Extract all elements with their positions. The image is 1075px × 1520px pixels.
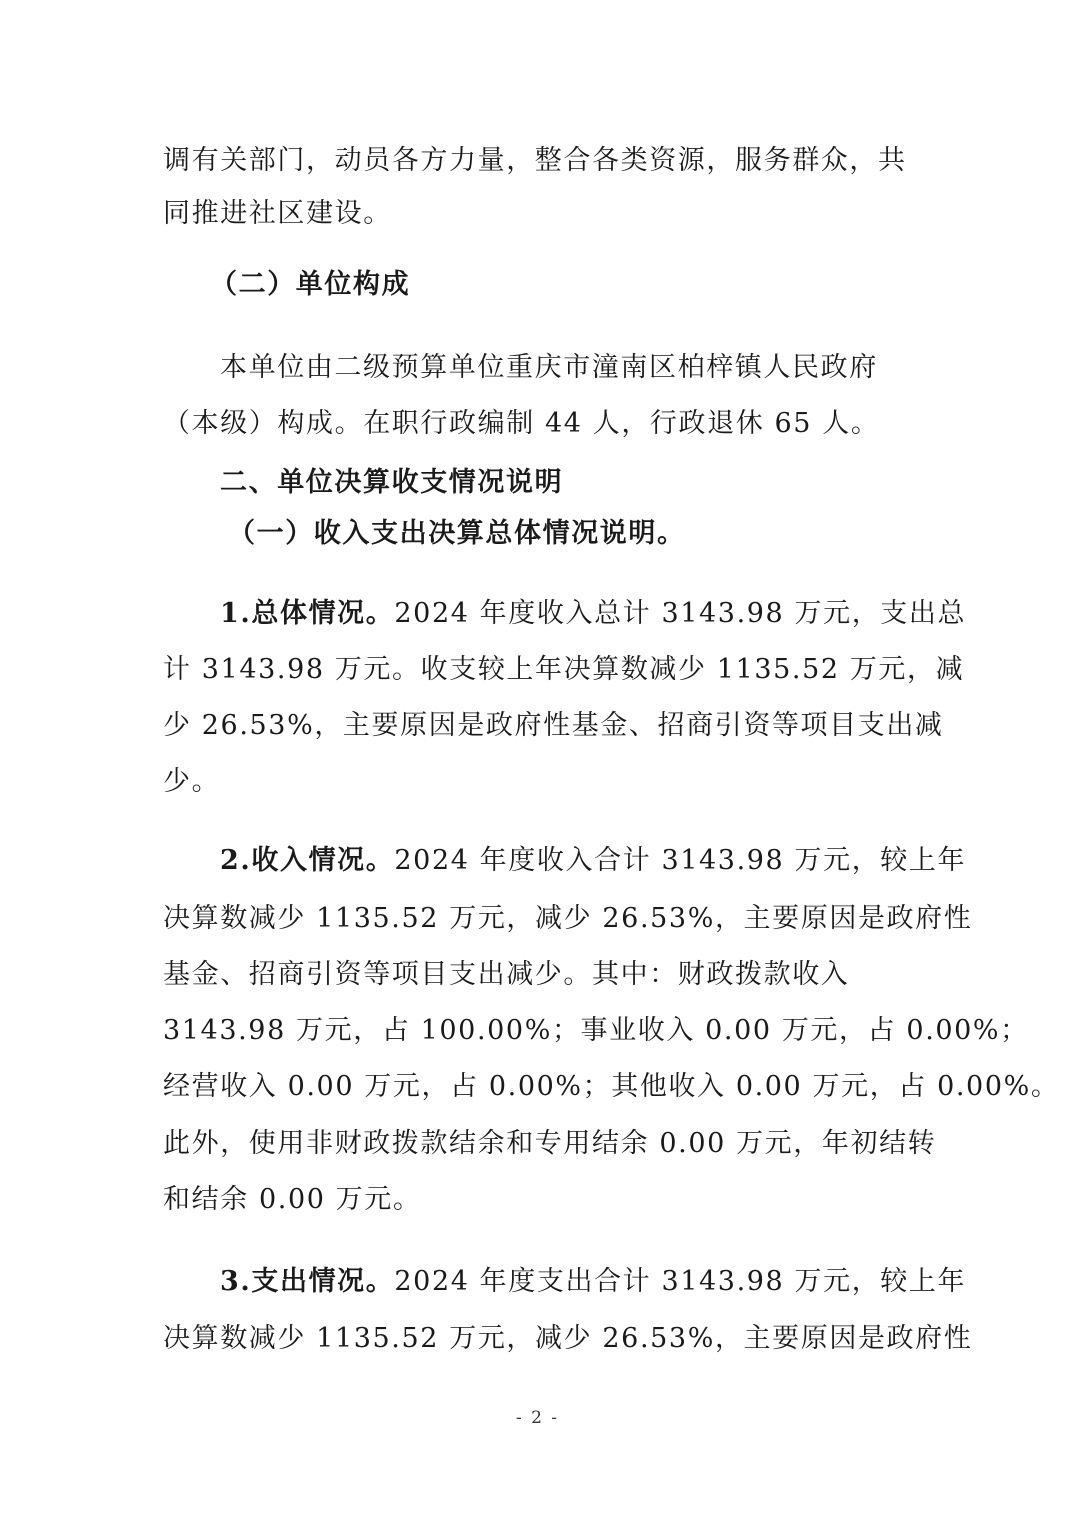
item-text: 2024 年度收入总计 3143.98 万元，支出总 [394, 598, 967, 629]
item-text: 2024 年度收入合计 3143.98 万元，较上年 [394, 845, 967, 876]
paragraph-line: 同推进社区建设。 [163, 198, 392, 229]
paragraph-line [220, 843, 980, 879]
paragraph-line [220, 1264, 980, 1300]
paragraph-line [220, 596, 980, 632]
section-heading-unit-composition: （二）单位构成 [210, 269, 411, 300]
paragraph-line: 决算数减少 1135.52 万元，减少 26.53%，主要原因是政府性 [163, 903, 973, 934]
item-lead-expense: 3.支出情况。 [220, 1266, 395, 1297]
item-lead-overall: 1.总体情况。 [220, 598, 395, 629]
paragraph-line: 计 3143.98 万元。收支较上年决算数减少 1135.52 万元，减 [163, 654, 965, 685]
item-text: 2024 年度支出合计 3143.98 万元，较上年 [394, 1266, 967, 1297]
paragraph-line: 和结余 0.00 万元。 [163, 1184, 422, 1215]
section-heading-final-accounts: 二、单位决算收支情况说明 [220, 467, 564, 498]
paragraph-line: 少 26.53%，主要原因是政府性基金、招商引资等项目支出减 [163, 710, 944, 741]
paragraph-line: 3143.98 万元，占 100.00%；事业收入 0.00 万元，占 0.00%； [163, 1015, 1029, 1046]
paragraph-line: 少。 [163, 766, 221, 797]
paragraph-line: 基金、招商引资等项目支出减少。其中：财政拨款收入 [163, 959, 850, 990]
paragraph-line: 经营收入 0.00 万元，占 0.00%；其他收入 0.00 万元，占 0.00%。 [163, 1071, 1060, 1102]
paragraph-line: （本级）构成。在职行政编制 44 人，行政退休 65 人。 [163, 408, 880, 439]
paragraph-line: 此外，使用非财政拨款结余和专用结余 0.00 万元，年初结转 [163, 1128, 937, 1159]
paragraph-line: 调有关部门，动员各方力量，整合各类资源，服务群众，共 [163, 145, 907, 176]
subsection-heading-overall: （一）收入支出决算总体情况说明。 [228, 518, 686, 549]
paragraph-line: 本单位由二级预算单位重庆市潼南区柏梓镇人民政府 [220, 352, 878, 383]
paragraph-line: 决算数减少 1135.52 万元，减少 26.53%，主要原因是政府性 [163, 1323, 973, 1354]
page-number: - 2 - [515, 1408, 560, 1428]
item-lead-income: 2.收入情况。 [220, 845, 395, 876]
